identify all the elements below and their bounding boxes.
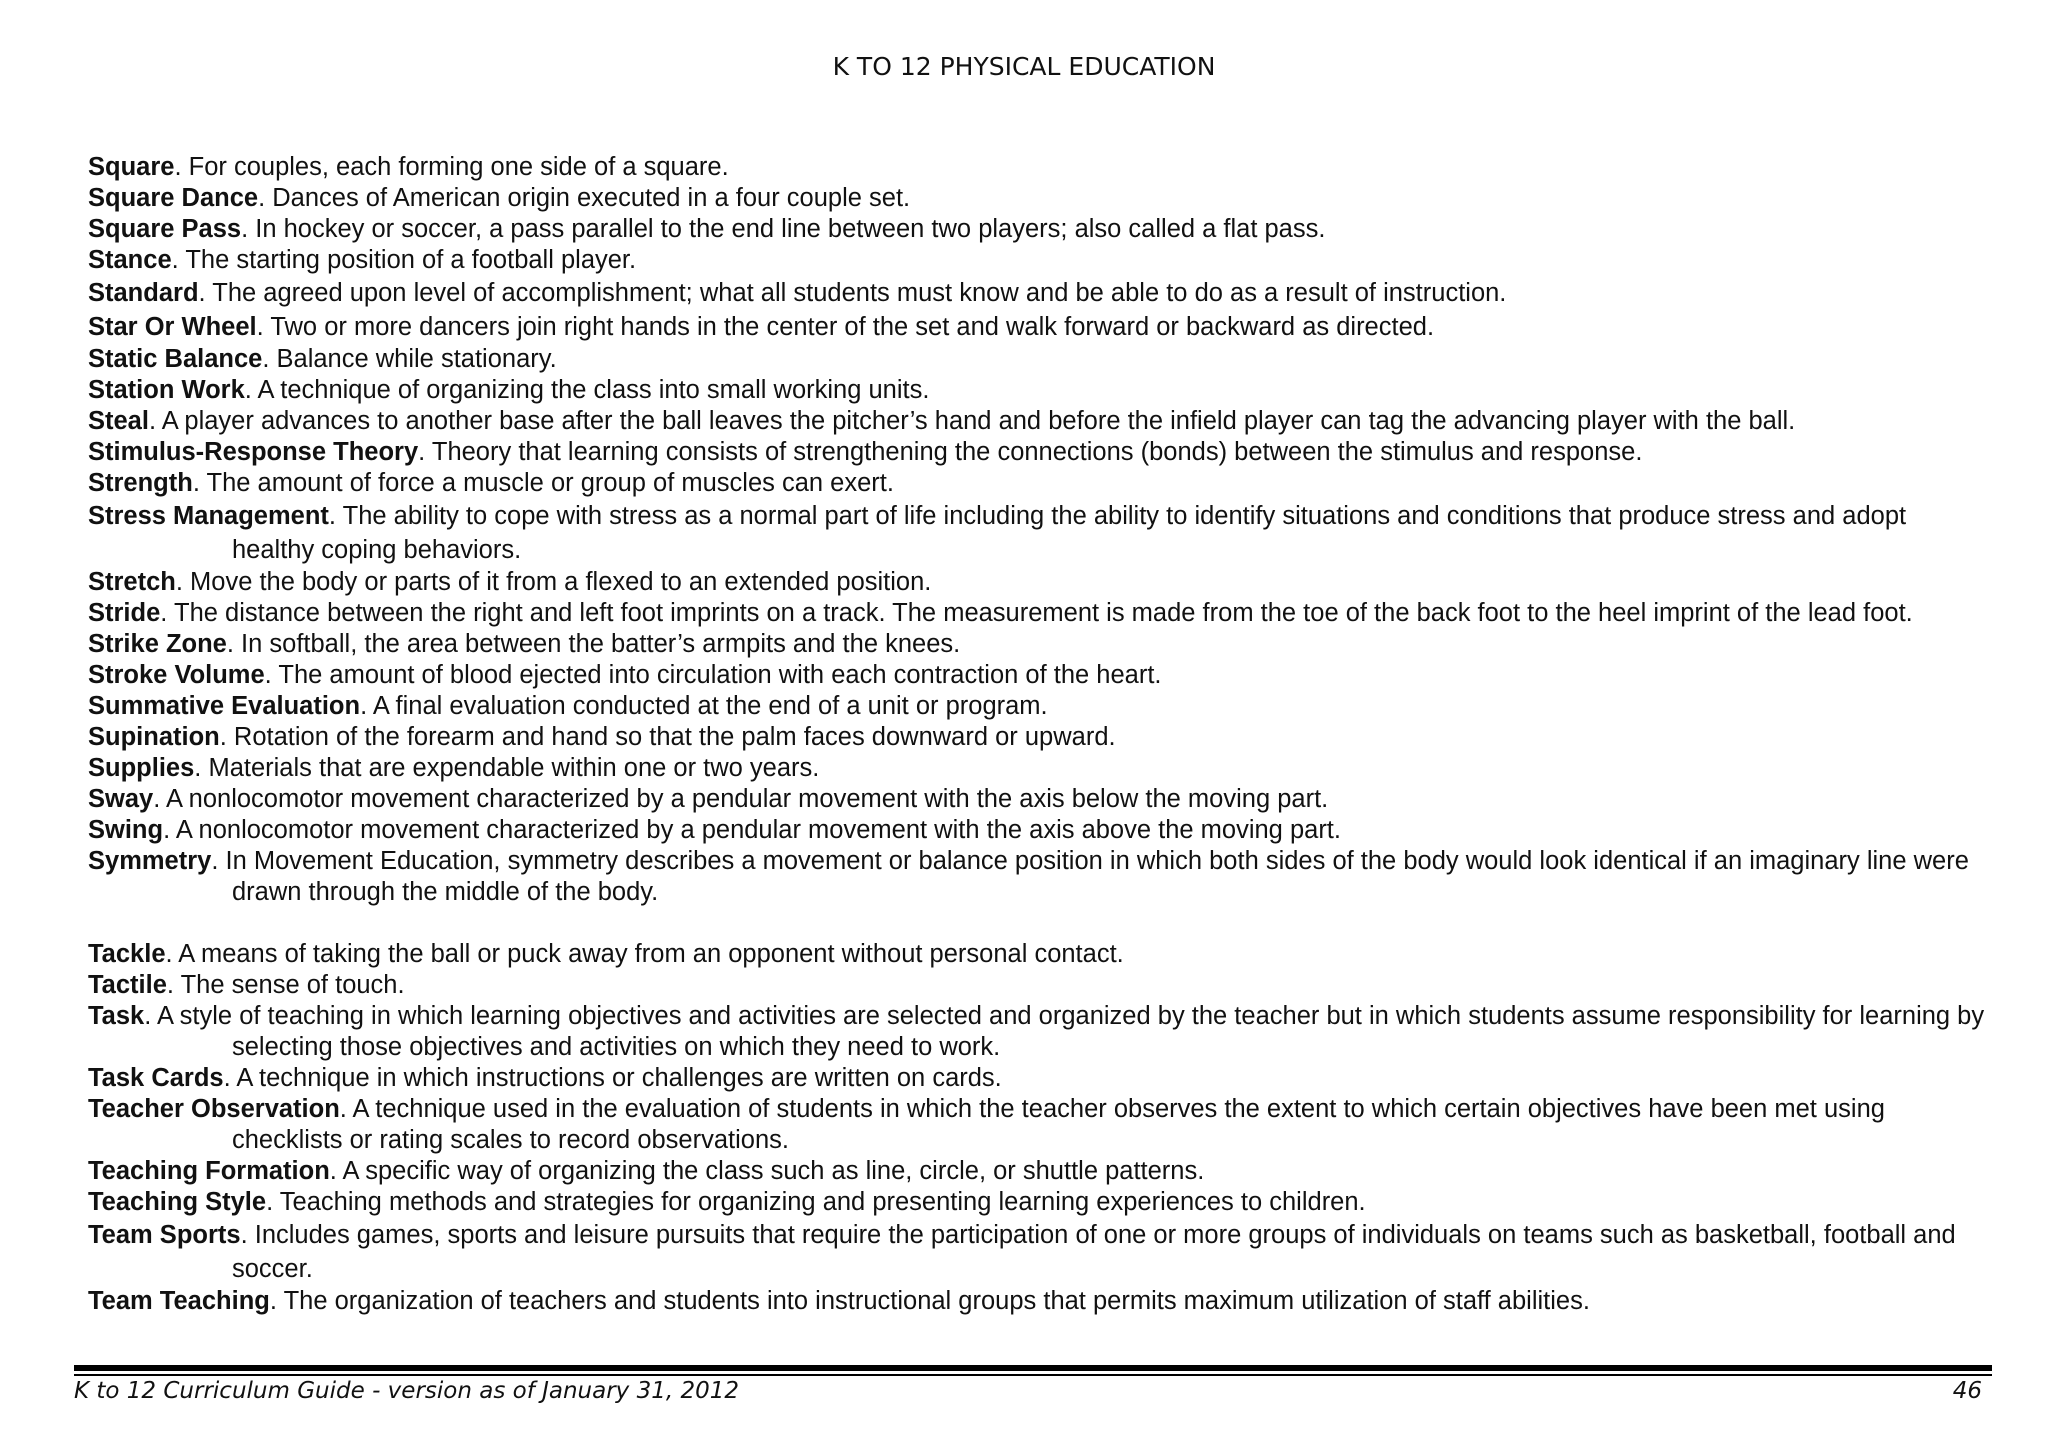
- glossary-term: Summative Evaluation: [88, 692, 361, 720]
- glossary-definition: . A technique of organizing the class into small working units.: [244, 376, 930, 404]
- glossary-term: Task Cards: [88, 1064, 224, 1092]
- glossary-term: Symmetry: [88, 847, 212, 875]
- footer-rule-thin: [74, 1374, 1992, 1376]
- footer-guide-version: K to 12 Curriculum Guide - version as of January 31, 2012: [74, 1378, 740, 1404]
- glossary-entry: [88, 1001, 1988, 1063]
- glossary-term: Tackle: [88, 940, 166, 968]
- glossary-definition: . The starting position of a football player.: [171, 246, 637, 274]
- glossary-definition: . A final evaluation conducted at the end of a unit or program.: [360, 692, 1048, 720]
- glossary-entry: [88, 1063, 1988, 1094]
- glossary-entry: [88, 437, 1988, 468]
- glossary-definition: . A nonlocomotor movement characterized by a pendular movement with the axis above the moving part.: [163, 816, 1341, 844]
- glossary-term: Stress Management: [88, 502, 329, 530]
- glossary-term: Stride: [88, 599, 161, 627]
- glossary-entry: [88, 499, 1988, 567]
- glossary-entry: [88, 1286, 1988, 1317]
- glossary-definition: . Rotation of the forearm and hand so that the palm faces downward or upward.: [219, 723, 1116, 751]
- glossary-definition: . Balance while stationary.: [262, 345, 557, 373]
- glossary-entry: [88, 722, 1988, 753]
- glossary-term: Tactile: [88, 971, 167, 999]
- glossary-entry: [88, 375, 1988, 406]
- glossary-term: Team Sports: [88, 1221, 241, 1249]
- glossary-definition: . Two or more dancers join right hands in the center of the set and walk forward or backward as directed.: [256, 313, 1435, 341]
- glossary-definition: . The amount of blood ejected into circulation with each contraction of the heart.: [264, 661, 1162, 689]
- glossary-entry: [88, 660, 1988, 691]
- glossary-definition: . In hockey or soccer, a pass parallel to the end line between two players; also called a flat pass.: [241, 215, 1326, 243]
- glossary-term: Sway: [88, 785, 154, 813]
- glossary-term: Standard: [88, 279, 199, 307]
- glossary-definition: . In Movement Education, symmetry describes a movement or balance position in which both sides of the body would look identical if an imaginary line were drawn through the middle of the body.: [211, 847, 1969, 906]
- glossary-definition: . A technique used in the evaluation of students in which the teacher observes the extent to which certain objectives have been met using checklists or rating scales to record observations.: [232, 1095, 1885, 1154]
- glossary-entry: [88, 406, 1988, 437]
- glossary-entry: [88, 691, 1988, 722]
- glossary-entry: [88, 753, 1988, 784]
- glossary-term: Stretch: [88, 568, 176, 596]
- glossary-term: Station Work: [88, 376, 245, 404]
- glossary-entry: [88, 1187, 1988, 1218]
- glossary-entry: [88, 629, 1988, 660]
- glossary-definition: . A technique in which instructions or challenges are written on cards.: [223, 1064, 1002, 1092]
- glossary-entry: [88, 1218, 1988, 1286]
- page-header: K TO 12 PHYSICAL EDUCATION: [832, 52, 1216, 81]
- glossary-term: Strength: [88, 469, 193, 497]
- glossary-entry: [88, 939, 1988, 970]
- glossary-definition: . The agreed upon level of accomplishment; what all students must know and be able to do as a result of instruction.: [198, 279, 1507, 307]
- glossary-entry: [88, 245, 1988, 276]
- glossary-definition: . Move the body or parts of it from a flexed to an extended position.: [175, 568, 932, 596]
- glossary-definition: . The organization of teachers and students into instructional groups that permits maximum utilization of staff abilities.: [269, 1287, 1590, 1315]
- glossary-entry: [88, 276, 1988, 310]
- glossary-definition: . The amount of force a muscle or group of muscles can exert.: [192, 469, 894, 497]
- glossary-definition: . A means of taking the ball or puck away from an opponent without personal contact.: [165, 940, 1124, 968]
- glossary-term: Teacher Observation: [88, 1095, 340, 1123]
- footer-page-number: 46: [1952, 1378, 1982, 1404]
- footer-rule-thick: [74, 1365, 1992, 1371]
- glossary-term: Strike Zone: [88, 630, 227, 658]
- glossary-term: Static Balance: [88, 345, 263, 373]
- glossary-definition: . A nonlocomotor movement characterized by a pendular movement with the axis below the moving part.: [153, 785, 1329, 813]
- glossary-definition: . Dances of American origin executed in a four couple set.: [258, 184, 911, 212]
- glossary-definition: . The distance between the right and left foot imprints on a track. The measurement is made from the toe of the back foot to the heel imprint of the lead foot.: [160, 599, 1913, 627]
- glossary-term: Stroke Volume: [88, 661, 265, 689]
- glossary-term: Stimulus-Response Theory: [88, 438, 419, 466]
- glossary-entry: [88, 815, 1988, 846]
- glossary-entry: [88, 846, 1988, 908]
- glossary-term: Team Teaching: [88, 1287, 270, 1315]
- glossary-entry: [88, 152, 1988, 183]
- glossary-entry: [88, 310, 1988, 344]
- glossary-term: Task: [88, 1002, 145, 1030]
- glossary-term: Steal: [88, 407, 149, 435]
- glossary-definition: . Teaching methods and strategies for organizing and presenting learning experiences to children.: [266, 1188, 1366, 1216]
- glossary-definition: . The sense of touch.: [166, 971, 405, 999]
- glossary-definition: . The ability to cope with stress as a normal part of life including the ability to identify situations and conditions that produce stress and adopt healthy coping behaviors.: [232, 502, 1907, 564]
- glossary-term: Star Or Wheel: [88, 313, 257, 341]
- glossary-entry: [88, 567, 1988, 598]
- glossary-entry: [88, 468, 1988, 499]
- glossary-entry: [88, 598, 1988, 629]
- glossary-term: Swing: [88, 816, 164, 844]
- glossary-definition: . For couples, each forming one side of a square.: [174, 153, 729, 181]
- glossary-term: Square: [88, 153, 175, 181]
- glossary-list: [88, 152, 1988, 1317]
- glossary-definition: . Theory that learning consists of strengthening the connections (bonds) between the stimulus and response.: [418, 438, 1643, 466]
- glossary-term: Teaching Style: [88, 1188, 267, 1216]
- glossary-entry: [88, 970, 1988, 1001]
- glossary-definition: . A style of teaching in which learning objectives and activities are selected and organized by the teacher but in which students assume responsibility for learning by selecting those objectives and activities on which they need to work.: [144, 1002, 1985, 1061]
- glossary-entry: [88, 183, 1988, 214]
- glossary-entry: [88, 784, 1988, 815]
- glossary-definition: . A player advances to another base after the ball leaves the pitcher’s hand and before the infield player can tag the advancing player with the ball.: [148, 407, 1796, 435]
- glossary-term: Stance: [88, 246, 172, 274]
- glossary-definition: . A specific way of organizing the class such as line, circle, or shuttle patterns.: [329, 1157, 1205, 1185]
- glossary-term: Supplies: [88, 754, 195, 782]
- glossary-definition: . Materials that are expendable within one or two years.: [194, 754, 820, 782]
- glossary-term: Teaching Formation: [88, 1157, 330, 1185]
- glossary-entry: [88, 214, 1988, 245]
- glossary-definition: . In softball, the area between the batter’s armpits and the knees.: [226, 630, 961, 658]
- glossary-definition: . Includes games, sports and leisure pursuits that require the participation of one or more groups of individuals on teams such as basketball, football and soccer.: [232, 1221, 1956, 1283]
- glossary-entry: [88, 1094, 1988, 1156]
- glossary-entry: [88, 344, 1988, 375]
- glossary-term: Square Dance: [88, 184, 259, 212]
- glossary-term: Square Pass: [88, 215, 242, 243]
- glossary-term: Supination: [88, 723, 220, 751]
- glossary-entry: [88, 1156, 1988, 1187]
